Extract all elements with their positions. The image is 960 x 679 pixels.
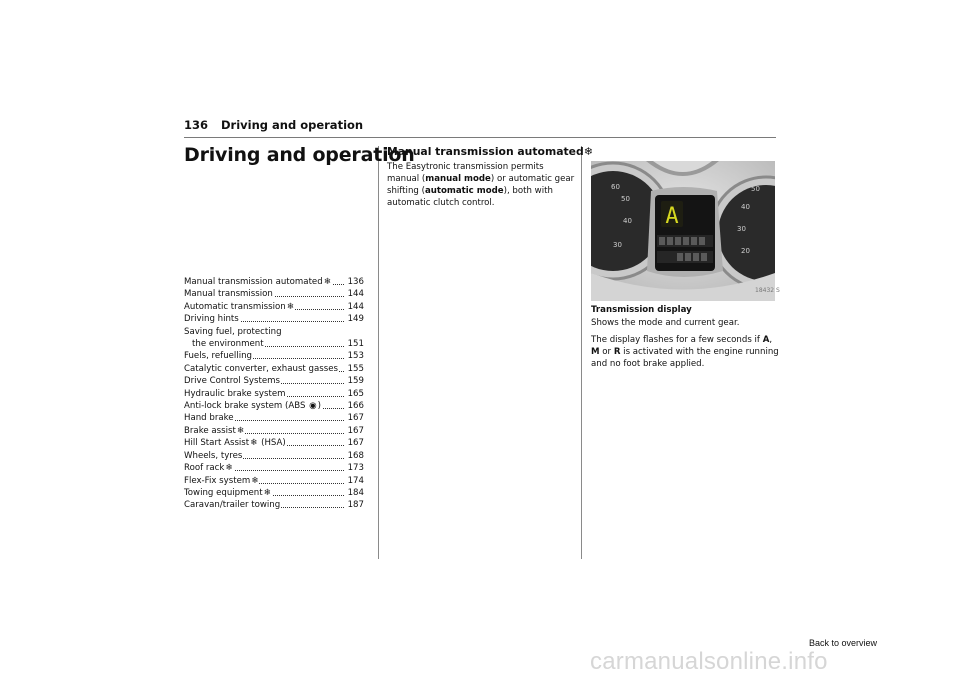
toc-item[interactable]	[184, 450, 364, 462]
mode-A: A	[762, 335, 770, 345]
toc-item-page: 155	[345, 363, 364, 375]
toc-item[interactable]	[184, 388, 364, 400]
intro-text-2: ) or automatic gear shifting (	[387, 174, 575, 196]
intro-text-1: The Easytronic transmission permits manual (	[387, 162, 544, 184]
toc-item-page: 144	[345, 288, 364, 300]
equipment-star-icon: ❄	[236, 425, 245, 436]
toc-item[interactable]	[184, 313, 364, 325]
toc-item-suffix: (HSA)	[258, 438, 286, 449]
caption-or: or	[599, 346, 614, 357]
toc-item[interactable]	[184, 400, 364, 412]
abs-icon: ◉	[309, 401, 317, 412]
equipment-star-icon: ❄	[323, 277, 331, 287]
running-title: Driving and operation	[221, 118, 364, 132]
right-gauge-tick-2: 40	[741, 203, 750, 211]
instrument-cluster-image	[591, 161, 775, 301]
toc-item-page: 174	[345, 475, 364, 487]
toc-item-page: 187	[345, 499, 364, 511]
toc-item-page: 153	[345, 350, 364, 362]
column-divider-2	[581, 146, 582, 559]
equipment-star-icon: ❄	[251, 475, 259, 486]
right-gauge-tick-4: 20	[741, 247, 750, 255]
toc-item[interactable]	[184, 301, 364, 313]
watermark: carmanualsonline.info	[590, 648, 828, 675]
toc-item[interactable]	[184, 462, 364, 474]
toc-item-page: 167	[345, 412, 364, 424]
toc-item-label: Catalytic converter, exhaust gasses	[184, 363, 338, 374]
toc-item-label: Flex-Fix system	[184, 475, 251, 486]
toc-item-label: Fuels, refuelling	[184, 351, 252, 362]
chapter-title: Driving and operation	[184, 144, 415, 166]
toc-item-label: Manual transmission automated	[184, 277, 323, 287]
equipment-star-icon: ❄	[263, 487, 271, 498]
toc-item-label: Anti-lock brake system (ABS	[184, 401, 309, 412]
caption-paragraph	[591, 335, 781, 370]
toc-item-label: Saving fuel, protecting	[184, 326, 282, 337]
mode-M: M	[591, 346, 600, 357]
toc-item-page: 165	[345, 388, 364, 400]
toc-item[interactable]	[184, 350, 364, 362]
toc-item[interactable]	[184, 412, 364, 424]
section-intro	[387, 161, 577, 209]
toc-item[interactable]	[184, 487, 364, 499]
toc-item-page: 136	[345, 276, 364, 288]
caption-text-a: The display flashes for a few seconds if	[591, 335, 763, 345]
toc-item[interactable]	[184, 375, 364, 387]
manual-mode-term: manual mode	[425, 174, 491, 184]
left-gauge-tick-2: 50	[621, 195, 630, 203]
right-gauge-tick-1: 50	[751, 185, 760, 193]
page-header	[184, 118, 776, 138]
left-gauge-tick-3: 40	[623, 217, 632, 225]
caption-comma: ,	[769, 335, 773, 345]
toc-item[interactable]	[184, 276, 364, 288]
toc-item-label: the environment	[184, 339, 265, 349]
toc-item-page: 184	[345, 487, 364, 499]
automatic-mode-term: automatic mode	[424, 186, 504, 196]
toc-item[interactable]	[184, 499, 364, 511]
toc-item-page: 151	[345, 338, 364, 350]
toc-item[interactable]	[184, 475, 364, 487]
caption-line: Shows the mode and current gear.	[591, 318, 740, 328]
right-gauge-tick-3: 30	[737, 225, 746, 233]
toc-item-label: Hand brake	[184, 413, 234, 424]
table-of-contents	[184, 276, 364, 512]
toc-item-paren: )	[317, 401, 322, 412]
toc-item[interactable]	[184, 437, 364, 449]
equipment-star-icon: ❄	[250, 438, 258, 449]
section-title-text: Manual transmission automated	[387, 145, 584, 158]
caption-title: Transmission display	[591, 305, 692, 315]
section-title	[387, 145, 593, 158]
column-divider-1	[378, 146, 379, 559]
toc-item-page: 168	[345, 450, 364, 462]
equipment-star-icon: ❄	[225, 463, 233, 474]
toc-item-label: Driving hints	[184, 314, 239, 325]
toc-item-label: Brake assist	[184, 425, 236, 436]
equipment-star-icon: ❄	[286, 301, 294, 312]
toc-item-page: 167	[345, 425, 364, 437]
toc-item-page: 167	[345, 437, 364, 449]
toc-item-label: Towing equipment	[184, 487, 263, 498]
toc-item-page: 149	[345, 313, 364, 325]
instrument-cluster-figure	[591, 161, 775, 301]
mode-R: R	[613, 346, 621, 357]
toc-item-label: Drive Control Systems	[184, 376, 280, 387]
toc-item-label: Roof rack	[184, 463, 225, 474]
toc-item-label: Caravan/trailer towing	[184, 500, 281, 511]
toc-item[interactable]	[184, 288, 364, 300]
toc-item-page: 144	[345, 301, 364, 313]
toc-item[interactable]	[184, 363, 364, 375]
figure-code: 18432 S	[755, 287, 780, 294]
toc-item-page: 159	[345, 375, 364, 387]
toc-item[interactable]	[184, 425, 364, 437]
toc-item-page: 166	[345, 400, 364, 412]
page-number: 136	[184, 118, 209, 132]
header-rule	[184, 137, 776, 138]
gear-display-letter: A	[665, 204, 679, 229]
toc-item-label: Hydraulic brake system	[184, 388, 286, 399]
caption-text-b: is activated with the engine running and no foot brake applied.	[591, 346, 779, 369]
toc-item-label: Automatic transmission	[184, 301, 286, 312]
intro-text-3: ), both with automatic clutch control.	[387, 186, 553, 208]
left-gauge-tick-1: 60	[611, 183, 620, 191]
toc-item[interactable]	[184, 326, 364, 338]
left-gauge-tick-4: 30	[613, 241, 622, 249]
toc-item-label: Wheels, tyres	[184, 450, 243, 461]
toc-item-page: 173	[345, 462, 364, 474]
toc-item[interactable]	[184, 338, 364, 350]
toc-item-label: Hill Start Assist	[184, 438, 250, 449]
back-to-overview-link[interactable]: Back to overview	[809, 638, 878, 648]
equipment-star-icon: ❄	[583, 145, 593, 158]
toc-item-label: Manual transmission	[184, 289, 273, 300]
